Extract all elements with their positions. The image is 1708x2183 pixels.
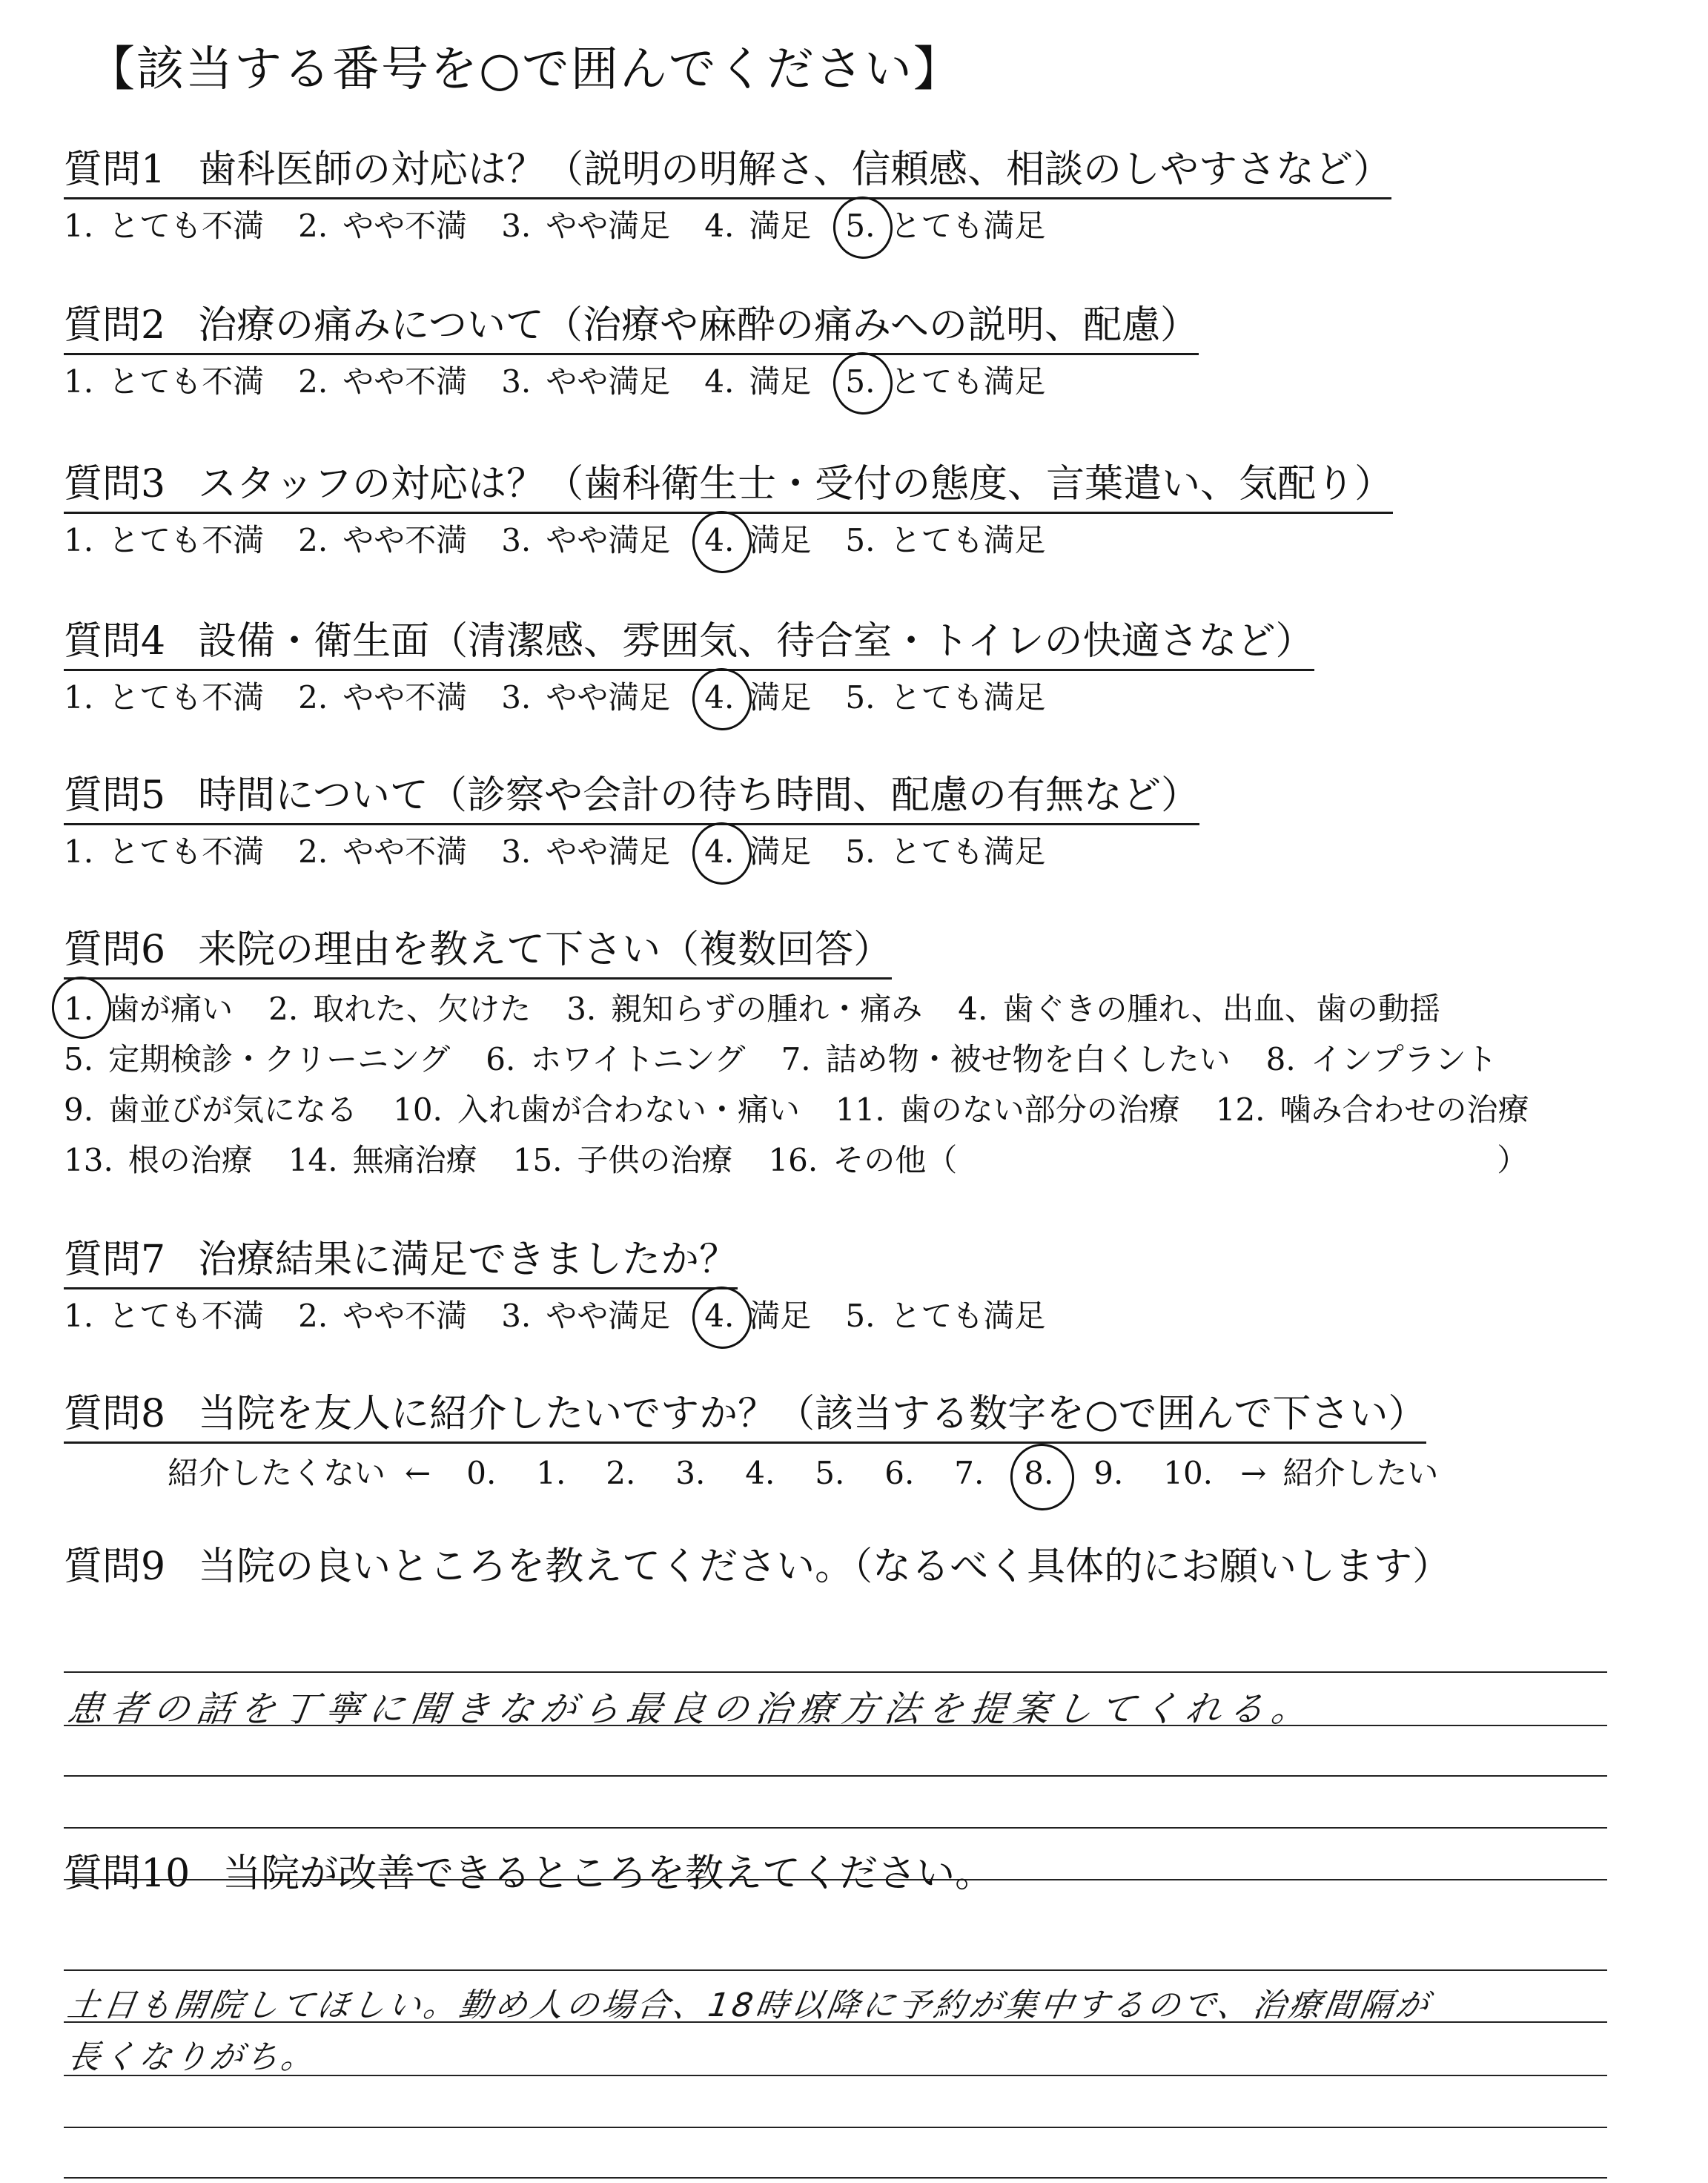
q6-option-16[interactable]: [768, 1135, 957, 1186]
q2-option-5-label: とても満足: [890, 363, 1046, 400]
q6-option-4[interactable]: [958, 984, 1440, 1034]
q8-value-7[interactable]: 7.: [954, 1455, 984, 1491]
q6-option-10-num: 10.: [393, 1092, 443, 1128]
q6-option-11-label: 歯のない部分の治療: [899, 1092, 1180, 1128]
q6-option-6-num: 6.: [486, 1041, 516, 1077]
q7-option-5-label: とても満足: [890, 1298, 1046, 1334]
q7-option-5-num: 5.: [845, 1298, 875, 1334]
q7-option-3[interactable]: [501, 1294, 670, 1338]
q1-option-3-label: やや満足: [546, 208, 671, 244]
question-7: [64, 1235, 1472, 1338]
q10-rule-4: [64, 2127, 1607, 2128]
q6-option-4-num: 4.: [958, 991, 988, 1027]
q6-option-12[interactable]: [1216, 1085, 1529, 1135]
q6-option-9-num: 9.: [64, 1092, 94, 1128]
q6-row-3: [64, 1085, 1529, 1135]
q9-answer-area[interactable]: [64, 1594, 1607, 1891]
q6-option-2-label: 取れた、欠けた: [313, 991, 532, 1027]
q2-option-5[interactable]: [845, 360, 1045, 404]
question-4-title: [64, 617, 1314, 671]
question-7-options: [64, 1294, 1472, 1338]
q2-option-3-num: 3.: [501, 363, 532, 400]
q4-option-3[interactable]: [501, 676, 670, 720]
q6-option-7[interactable]: [781, 1034, 1231, 1085]
q1-option-2[interactable]: [298, 204, 467, 248]
q6-option-10-label: 入れ歯が合わない・痛い: [457, 1092, 800, 1128]
q5-option-1-label: とても不満: [108, 833, 265, 870]
q8-value-8-circled[interactable]: 8.: [1024, 1450, 1093, 1497]
q6-option-5-label: 定期検診・クリーニング: [108, 1041, 451, 1077]
q6-option-8-label: インプラント: [1310, 1041, 1497, 1077]
q4-option-5-num: 5.: [845, 679, 875, 716]
q2-option-5-num-circled: 5.: [845, 360, 875, 404]
q4-option-1-label: とても不満: [108, 679, 265, 716]
q5-option-3-label: やや満足: [546, 833, 671, 870]
q4-option-1-num: 1.: [64, 679, 94, 716]
q6-option-12-num: 12.: [1215, 1092, 1265, 1128]
q6-option-10[interactable]: [393, 1085, 800, 1135]
q4-option-5-label: とても満足: [890, 679, 1046, 716]
q6-option-12-label: 噛み合わせの治療: [1280, 1092, 1529, 1128]
q2-option-4[interactable]: [704, 360, 811, 404]
q2-option-2-label: やや不満: [342, 363, 468, 400]
q3-option-3-label: やや満足: [546, 522, 671, 558]
q6-option-15[interactable]: [513, 1135, 733, 1186]
q1-option-5[interactable]: [845, 204, 1045, 248]
q6-option-3[interactable]: [566, 984, 922, 1034]
q4-option-4-label: 満足: [749, 679, 812, 716]
q4-option-3-num: 3.: [501, 679, 532, 716]
q7-option-2[interactable]: [298, 1294, 467, 1338]
q1-option-1-num: 1.: [64, 208, 94, 244]
q6-option-8-num: 8.: [1265, 1041, 1296, 1077]
q1-option-5-label: とても満足: [890, 208, 1046, 244]
question-5-text: 時間について（診察や会計の待ち時間、配慮の有無など）: [198, 773, 1200, 818]
q6-option-13-label: 根の治療: [128, 1142, 253, 1178]
q2-option-1[interactable]: [64, 360, 264, 404]
q6-option-11[interactable]: [835, 1085, 1180, 1135]
question-6: [64, 925, 1529, 1186]
q1-option-4[interactable]: [704, 204, 811, 248]
q10-answer-area[interactable]: [64, 1901, 1607, 2183]
question-4: [64, 617, 1472, 720]
q7-option-3-label: やや満足: [546, 1298, 671, 1334]
q1-option-4-num: 4.: [704, 208, 735, 244]
question-2-options: [64, 360, 1472, 404]
q2-option-2[interactable]: [298, 360, 467, 404]
q5-option-1-num: 1.: [64, 833, 94, 870]
q7-option-3-num: 3.: [501, 1298, 532, 1334]
q2-option-1-label: とても不満: [108, 363, 265, 400]
q3-option-5-num: 5.: [845, 522, 875, 558]
question-6-text: 来院の理由を教えて下さい（複数回答）: [198, 928, 893, 972]
q3-option-5[interactable]: [845, 518, 1045, 563]
q3-option-1-label: とても不満: [108, 522, 265, 558]
question-3-title: [64, 460, 1393, 514]
q10-rule-5: [64, 2177, 1607, 2179]
q6-option-1-num-circled: 1.: [64, 984, 93, 1034]
q10-rule-1: [64, 1969, 1607, 1971]
q8-value-4[interactable]: 4.: [745, 1455, 775, 1491]
question-8-label: 質問8: [64, 1392, 166, 1436]
q3-option-3[interactable]: [501, 518, 670, 563]
q1-option-1-label: とても不満: [108, 208, 265, 244]
q6-other-close-paren: ）: [1497, 1142, 1529, 1178]
q2-option-1-num: 1.: [64, 363, 94, 400]
q10-handwritten-answer-line-1: 土日も開院してほしい。勤め人の場合、18時以降に予約が集中するので、治療間隔が: [64, 1987, 1434, 2024]
q6-option-1-label: 歯が痛い: [108, 991, 234, 1027]
q4-option-2-num: 2.: [298, 679, 328, 716]
q3-option-3-num: 3.: [501, 522, 532, 558]
q6-option-7-label: 詰め物・被せ物を白くしたい: [825, 1041, 1231, 1077]
question-2-label: 質問2: [64, 303, 166, 348]
q5-option-4[interactable]: [704, 830, 811, 874]
q4-option-3-label: やや満足: [546, 679, 671, 716]
q3-option-4-label: 満足: [749, 522, 812, 558]
question-8-text: 当院を友人に紹介したいですか？（該当する数字を○で囲んで下さい）: [198, 1392, 1427, 1436]
q6-option-3-label: 親知らずの腫れ・痛み: [611, 991, 923, 1027]
q4-option-4[interactable]: [704, 676, 811, 720]
question-3-text: スタッフの対応は？（歯科衛生士・受付の態度、言葉遣い、気配り）: [198, 462, 1394, 506]
q6-option-1[interactable]: [64, 984, 233, 1034]
q6-option-7-num: 7.: [781, 1041, 811, 1077]
q8-left-label: 紹介したくない: [168, 1455, 386, 1491]
q6-option-5-num: 5.: [64, 1041, 94, 1077]
q1-option-2-label: やや不満: [342, 208, 468, 244]
q5-option-3-num: 3.: [501, 833, 532, 870]
q8-value-2[interactable]: 2.: [606, 1455, 636, 1491]
q2-option-4-label: 満足: [749, 363, 812, 400]
question-6-options: [64, 984, 1529, 1186]
q6-option-2[interactable]: [268, 984, 531, 1034]
question-10-title: [64, 1849, 993, 1901]
q6-option-16-num: 16.: [768, 1142, 818, 1178]
q8-value-5[interactable]: 5.: [815, 1455, 845, 1491]
q5-option-5-label: とても満足: [890, 833, 1046, 870]
q7-option-1-num: 1.: [64, 1298, 94, 1334]
q6-option-15-label: 子供の治療: [577, 1142, 733, 1178]
question-1-options: [64, 204, 1472, 248]
q7-option-4[interactable]: [704, 1294, 811, 1338]
q6-row-4: [64, 1135, 1529, 1186]
q6-option-2-num: 2.: [268, 991, 299, 1027]
q1-option-1[interactable]: [64, 204, 264, 248]
q3-option-2-num: 2.: [298, 522, 328, 558]
question-9: [64, 1542, 1472, 1891]
q7-option-2-label: やや不満: [342, 1298, 468, 1334]
q6-row-2: [64, 1034, 1497, 1085]
q8-scale: [168, 1450, 1472, 1497]
question-6-title: [64, 925, 892, 980]
q9-handwritten-answer-line-1: 患者の話を丁寧に聞きながら最良の治療方法を提案してくれる。: [64, 1688, 1318, 1730]
q7-option-4-label: 満足: [749, 1298, 812, 1334]
q6-option-16-label: その他（: [833, 1142, 958, 1178]
q4-option-5[interactable]: [845, 676, 1045, 720]
q3-option-1-num: 1.: [64, 522, 94, 558]
q1-option-3-num: 3.: [501, 208, 532, 244]
q8-value-6[interactable]: 6.: [884, 1455, 915, 1491]
q1-option-5-num-circled: 5.: [845, 204, 875, 248]
q9-rule-3: [64, 1775, 1607, 1777]
q7-option-1-label: とても不満: [108, 1298, 265, 1334]
question-2-title: [64, 301, 1199, 355]
q1-option-2-num: 2.: [298, 208, 328, 244]
question-4-options: [64, 676, 1472, 720]
q6-option-14-num: 14.: [288, 1142, 338, 1178]
q8-value-0[interactable]: 0.: [466, 1455, 497, 1491]
q6-option-13[interactable]: [64, 1135, 253, 1186]
q7-option-4-num-circled: 4.: [704, 1294, 734, 1338]
question-7-text: 治療結果に満足できましたか？: [198, 1238, 738, 1282]
question-1: [64, 145, 1472, 248]
question-9-title: [64, 1542, 1451, 1594]
q9-rule-4: [64, 1827, 1607, 1829]
q6-option-6[interactable]: [486, 1034, 745, 1085]
question-3-options: [64, 518, 1472, 563]
question-1-label: 質問1: [64, 148, 166, 192]
q7-option-1[interactable]: [64, 1294, 264, 1338]
question-3-label: 質問3: [64, 462, 166, 506]
question-4-text: 設備・衛生面（清潔感、雰囲気、待合室・トイレの快適さなど）: [198, 619, 1314, 664]
question-7-label: 質問7: [64, 1238, 166, 1282]
q3-option-4-num-circled: 4.: [704, 518, 734, 563]
q2-option-4-num: 4.: [704, 363, 735, 400]
q6-option-14-label: 無痛治療: [352, 1142, 477, 1178]
q6-option-13-num: 13.: [64, 1142, 113, 1178]
question-8: [64, 1390, 1472, 1497]
q1-option-3[interactable]: [501, 204, 670, 248]
q6-option-6-label: ホワイトニング: [530, 1041, 746, 1077]
q3-option-2[interactable]: [298, 518, 467, 563]
question-2: [64, 301, 1472, 404]
q6-option-9-label: 歯並びが気になる: [108, 1092, 358, 1128]
q8-value-10[interactable]: 10.: [1163, 1455, 1214, 1491]
q8-value-1[interactable]: 1.: [536, 1455, 566, 1491]
q5-option-5-num: 5.: [845, 833, 875, 870]
q4-option-1[interactable]: [64, 676, 264, 720]
q6-option-11-num: 11.: [835, 1092, 885, 1128]
q8-right-arrow: →: [1240, 1455, 1267, 1491]
question-3: [64, 460, 1472, 563]
question-8-title: [64, 1390, 1426, 1444]
question-4-label: 質問4: [64, 619, 166, 664]
q5-option-5[interactable]: [845, 830, 1045, 874]
question-10-text: 当院が改善できるところを教えてください。: [222, 1852, 994, 1896]
q6-option-9[interactable]: [64, 1085, 357, 1135]
q3-option-1[interactable]: [64, 518, 264, 563]
q6-option-4-label: 歯ぐきの腫れ、出血、歯の動揺: [1002, 991, 1440, 1027]
q2-option-3[interactable]: [501, 360, 670, 404]
q2-option-3-label: やや満足: [546, 363, 671, 400]
question-10: [64, 1849, 1472, 2183]
q3-option-5-label: とても満足: [890, 522, 1046, 558]
q6-row-1: [64, 984, 1472, 1034]
question-5-title: [64, 771, 1199, 825]
q3-option-2-label: やや不満: [342, 522, 468, 558]
q8-right-label: 紹介したい: [1282, 1455, 1439, 1491]
q5-option-2[interactable]: [298, 830, 467, 874]
q3-option-4[interactable]: [704, 518, 811, 563]
q7-option-2-num: 2.: [298, 1298, 328, 1334]
q10-handwritten-answer-line-2: 長くなりがち。: [64, 2038, 320, 2076]
q4-option-2[interactable]: [298, 676, 467, 720]
q2-option-2-num: 2.: [298, 363, 328, 400]
q1-option-4-label: 満足: [749, 208, 812, 244]
question-2-text: 治療の痛みについて（治療や麻酔の痛みへの説明、配慮）: [198, 303, 1199, 348]
q4-option-2-label: やや不満: [342, 679, 468, 716]
q6-option-14[interactable]: [288, 1135, 477, 1186]
question-5-label: 質問5: [64, 773, 166, 818]
page-title: 【該当する番号を○で囲んでください】: [87, 42, 962, 97]
q6-option-5[interactable]: [64, 1034, 450, 1085]
q8-value-9[interactable]: 9.: [1093, 1455, 1124, 1491]
q5-option-1[interactable]: [64, 830, 264, 874]
q7-option-5[interactable]: [845, 1294, 1045, 1338]
question-10-label: 質問10: [64, 1852, 191, 1896]
question-7-title: [64, 1235, 738, 1289]
q9-rule-1: [64, 1671, 1607, 1673]
q6-option-8[interactable]: [1266, 1034, 1497, 1085]
question-5: [64, 771, 1472, 874]
q5-option-3[interactable]: [501, 830, 670, 874]
q5-option-2-num: 2.: [298, 833, 328, 870]
q4-option-4-num-circled: 4.: [704, 676, 734, 720]
q5-option-2-label: やや不満: [342, 833, 468, 870]
question-5-options: [64, 830, 1472, 874]
question-1-title: [64, 145, 1391, 199]
question-1-text: 歯科医師の対応は？（説明の明解さ、信頼感、相談のしやすさなど）: [198, 148, 1392, 192]
question-9-text: 当院の良いところを教えてください。（なるべく具体的にお願いします）: [198, 1545, 1452, 1589]
q8-value-3[interactable]: 3.: [675, 1455, 706, 1491]
question-9-label: 質問9: [64, 1545, 166, 1589]
q8-left-arrow: ←: [405, 1455, 431, 1491]
q6-option-15-num: 15.: [512, 1142, 563, 1178]
q5-option-4-num-circled: 4.: [704, 830, 734, 874]
q6-option-3-num: 3.: [566, 991, 597, 1027]
question-6-label: 質問6: [64, 928, 166, 972]
q5-option-4-label: 満足: [749, 833, 812, 870]
